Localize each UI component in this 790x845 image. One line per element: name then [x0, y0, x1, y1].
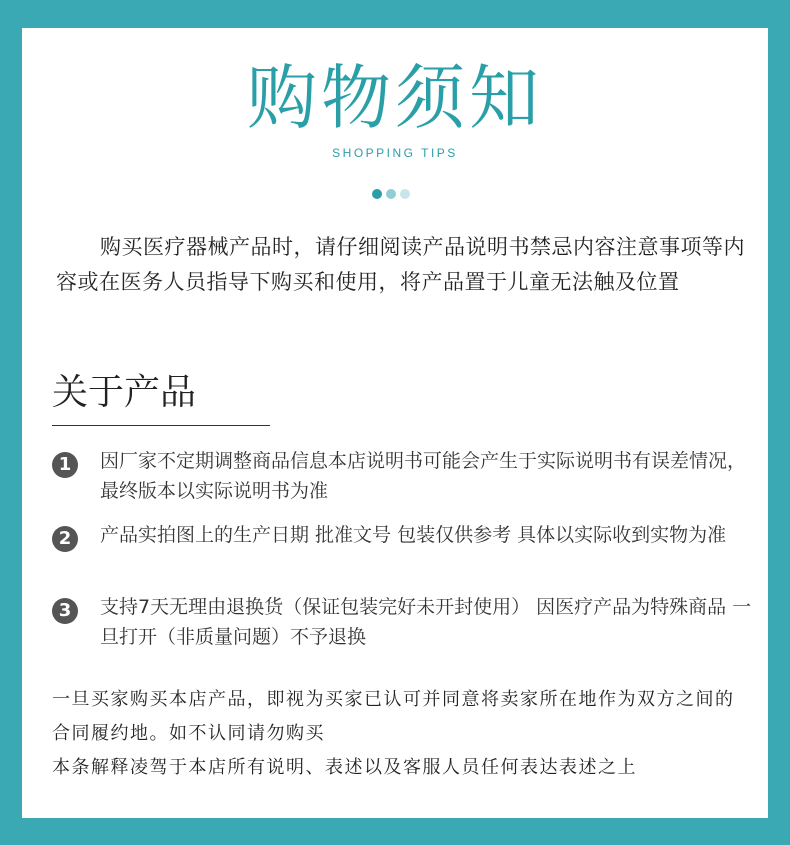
intro-paragraph: 购买医疗器械产品时，请仔细阅读产品说明书禁忌内容注意事项等内容或在医务人员指导下购买和使用，将产品置于儿童无法触及位置: [56, 235, 745, 294]
footer-notice: [52, 683, 752, 785]
number-badge: 2: [52, 526, 78, 552]
footer-notice-line-2: 本条解释凌驾于本店所有说明、表述以及客服人员任何表达表述之上: [52, 757, 637, 778]
dot-3: [400, 189, 410, 199]
page-title: 购物须知: [247, 57, 543, 139]
list-item-text: 产品实拍图上的生产日期 批准文号 包装仅供参考 具体以实际收到实物为准: [100, 524, 727, 546]
list-item-text: 支持7天无理由退换货（保证包装完好未开封使用） 因医疗产品为特殊商品 一旦打开（非质量问题）不予退换: [100, 596, 752, 648]
number-badge: 3: [52, 598, 78, 624]
footer-notice-line-1: 一旦买家购买本店产品，即视为买家已认可并同意将卖家所在地作为双方之间的合同履约地。如不认同请勿购买: [52, 689, 735, 744]
section-title-about-product: 关于产品: [52, 372, 197, 413]
decorative-dots: [372, 184, 414, 196]
number-badge: 1: [52, 452, 78, 478]
dot-1: [372, 189, 382, 199]
page-subtitle: SHOPPING TIPS: [332, 146, 458, 160]
section-divider: [52, 425, 270, 426]
list-item-text: 因厂家不定期调整商品信息本店说明书可能会产生于实际说明书有误差情况，最终版本以实际说明书为准: [100, 450, 747, 502]
dot-2: [386, 189, 396, 199]
shopping-tips-card: [22, 28, 768, 818]
